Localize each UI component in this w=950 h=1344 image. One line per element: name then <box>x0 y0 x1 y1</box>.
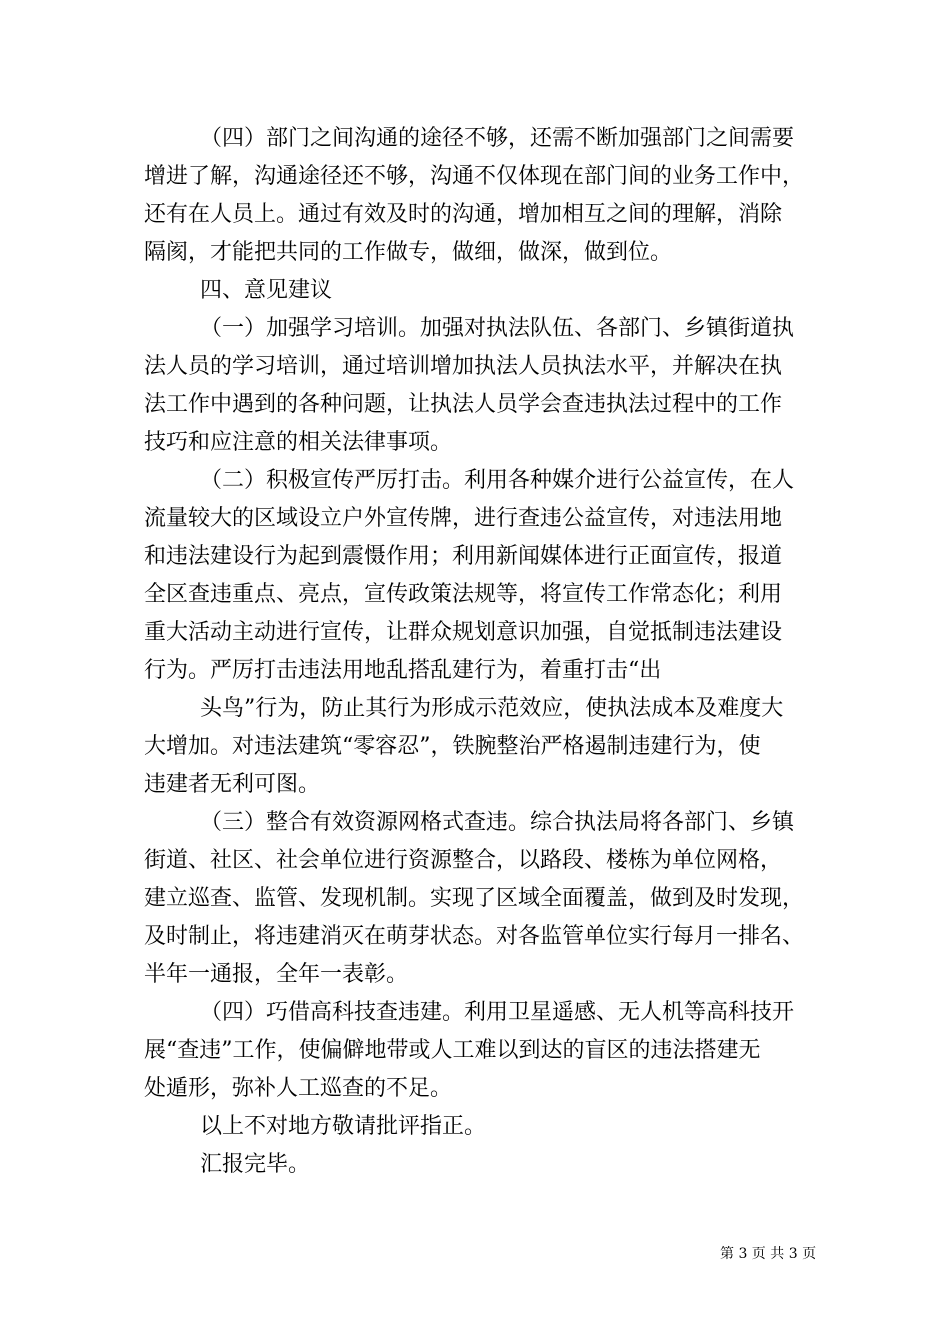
closing-line: 以上不对地方敬请批评指正。 <box>200 1114 487 1139</box>
page-number-footer: 第 3 页 共 3 页 <box>720 1246 817 1262</box>
paragraph-line: 重大活动主动进行宣传，让群众规划意识加强，自觉抵制违法建设 <box>144 620 783 645</box>
paragraph-line: 及时制止，将违建消灭在萌芽状态。对各监管单位实行每月一排名、 <box>144 924 805 949</box>
paragraph-line: 街道、社区、社会单位进行资源整合，以路段、楼栋为单位网格， <box>144 848 783 873</box>
paragraph-line: 行为。严厉打击违法用地乱搭乱建行为，着重打击“出 <box>144 658 662 683</box>
paragraph-line: 法工作中遇到的各种问题，让执法人员学会查违执法过程中的工作 <box>144 392 783 417</box>
paragraph-line: 和违法建设行为起到震慑作用；利用新闻媒体进行正面宣传，报道 <box>144 544 783 569</box>
paragraph-line: 处遁形，弥补人工巡查的不足。 <box>144 1076 453 1101</box>
paragraph-line: 头鸟”行为，防止其行为形成示范效应，使执法成本及难度大 <box>200 696 784 721</box>
paragraph-line: 半年一通报，全年一表彰。 <box>144 962 409 987</box>
section-heading: 四、意见建议 <box>200 278 333 303</box>
paragraph-line: 大增加。对违法建筑“零容忍”，铁腕整治严格遏制违建行为，使 <box>144 734 761 759</box>
paragraph-line: 隔阂，才能把共同的工作做专，做细，做深，做到位。 <box>144 240 673 265</box>
paragraph-line: 增进了解，沟通途径还不够，沟通不仅体现在部门间的业务工作中， <box>144 164 805 189</box>
paragraph-line: （一）加强学习培训。加强对执法队伍、各部门、乡镇街道执 <box>200 316 795 341</box>
paragraph-line: （四）部门之间沟通的途径不够，还需不断加强部门之间需要 <box>200 126 795 151</box>
paragraph-line: 全区查违重点、亮点，宣传政策法规等，将宣传工作常态化；利用 <box>144 582 783 607</box>
paragraph-line: （四）巧借高科技查违建。利用卫星遥感、无人机等高科技开 <box>200 1000 795 1025</box>
paragraph-line: （三）整合有效资源网格式查违。综合执法局将各部门、乡镇 <box>200 810 795 835</box>
paragraph-line: 建立巡查、监管、发现机制。实现了区域全面覆盖，做到及时发现， <box>144 886 805 911</box>
paragraph-line: 技巧和应注意的相关法律事项。 <box>144 430 453 455</box>
paragraph-line: 还有在人员上。通过有效及时的沟通，增加相互之间的理解，消除 <box>144 202 783 227</box>
closing-line: 汇报完毕。 <box>200 1152 311 1177</box>
paragraph-line: 展“查违”工作，使偏僻地带或人工难以到达的盲区的违法搭建无 <box>144 1038 761 1063</box>
paragraph-line: 流量较大的区域设立户外宣传牌，进行查违公益宣传，对违法用地 <box>144 506 783 531</box>
paragraph-line: （二）积极宣传严厉打击。利用各种媒介进行公益宣传，在人 <box>200 468 795 493</box>
paragraph-line: 违建者无利可图。 <box>144 772 321 797</box>
paragraph-line: 法人员的学习培训，通过培训增加执法人员执法水平，并解决在执 <box>144 354 783 379</box>
